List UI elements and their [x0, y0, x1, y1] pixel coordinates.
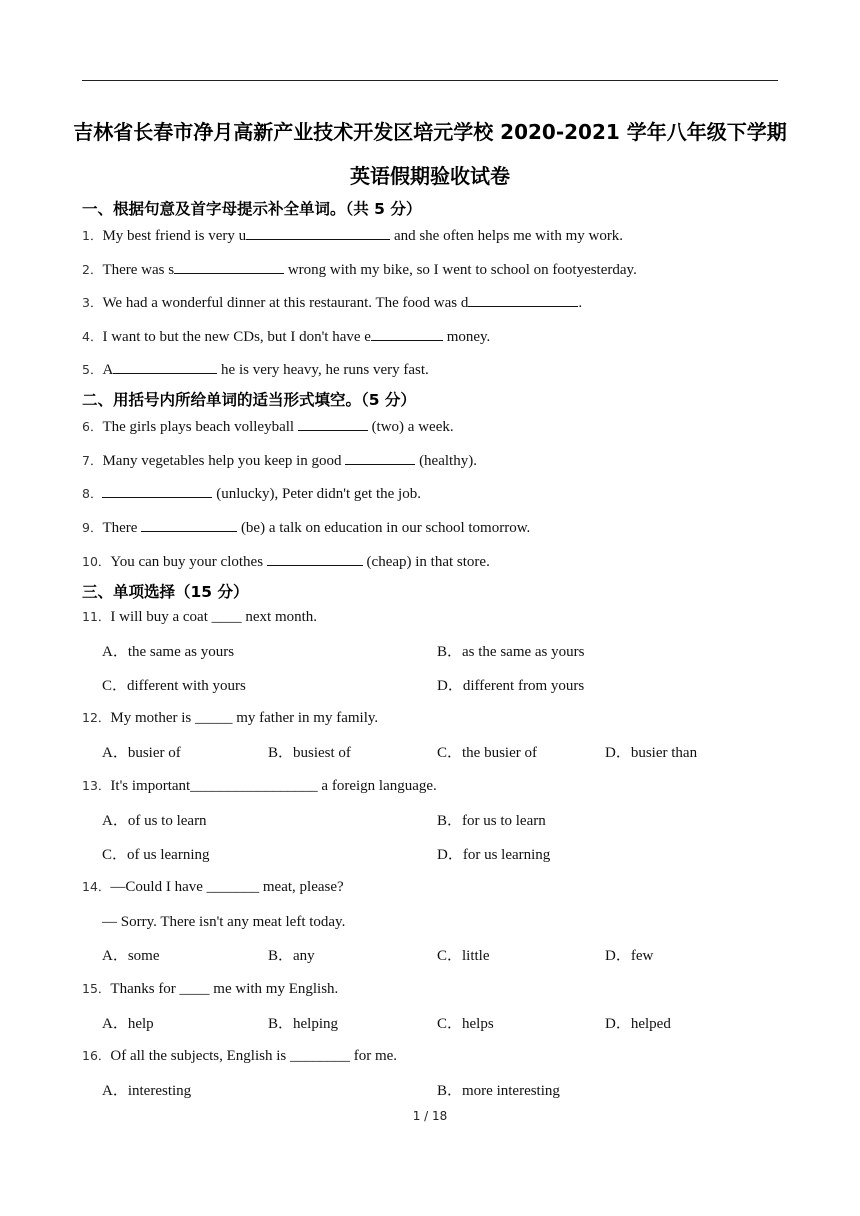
- question-number: 11．: [82, 609, 111, 624]
- section-heading-2: 二、用括号内所给单词的适当形式填空。（5 分）: [82, 391, 416, 409]
- option-a[interactable]: A．help: [102, 1016, 154, 1032]
- question-text: —Could I have _______ meat, please?: [110, 879, 344, 895]
- question-text: It's important_________________ a foreign language.: [110, 778, 437, 794]
- option-d[interactable]: D．helped: [605, 1016, 671, 1032]
- question-text: My mother is _____ my father in my family.: [110, 710, 379, 726]
- question-text: money.: [442, 329, 491, 345]
- answer-blank[interactable]: [141, 517, 237, 532]
- option-d[interactable]: D．few: [605, 948, 654, 964]
- option-b[interactable]: B．busiest of: [268, 745, 351, 761]
- answer-blank[interactable]: [298, 416, 368, 431]
- section-heading-1: 一、根据句意及首字母提示补全单词。（共 5 分）: [82, 200, 422, 218]
- question-number: 9．: [82, 520, 103, 535]
- question-text: wrong with my bike, so I went to school on footyesterday.: [284, 262, 637, 278]
- option-c[interactable]: C．little: [437, 948, 490, 964]
- question-8: [82, 483, 421, 504]
- answer-blank[interactable]: [113, 359, 217, 374]
- question-text: (be) a talk on education in our school tomorrow.: [237, 520, 531, 536]
- option-c[interactable]: C．the busier of: [437, 745, 537, 761]
- question-text: and she often helps me with my work.: [390, 228, 624, 244]
- option-a[interactable]: A．of us to learn: [102, 813, 207, 829]
- page-number: 1 / 18: [412, 1109, 448, 1123]
- question-number: 13．: [82, 778, 111, 793]
- question-2: [82, 259, 637, 280]
- question-text: You can buy your clothes: [110, 554, 267, 570]
- question-10: [82, 551, 490, 572]
- question-text: (cheap) in that store.: [362, 554, 490, 570]
- question-14: [82, 877, 344, 897]
- question-text: Thanks for ____ me with my English.: [110, 981, 339, 997]
- option-a[interactable]: A．interesting: [102, 1083, 192, 1099]
- option-b[interactable]: B．helping: [268, 1016, 338, 1032]
- option-c[interactable]: C．of us learning: [102, 847, 210, 863]
- option-c[interactable]: C．different with yours: [102, 678, 246, 694]
- option-c[interactable]: C．helps: [437, 1016, 494, 1032]
- question-text: (unlucky), Peter didn't get the job.: [212, 486, 421, 502]
- question-number: 2．: [82, 262, 103, 277]
- option-b[interactable]: B．as the same as yours: [437, 644, 585, 660]
- question-text: I want to but the new CDs, but I don't have e: [102, 329, 371, 345]
- question-text: My best friend is very u: [102, 228, 247, 244]
- question-number: 7．: [82, 453, 103, 468]
- option-b[interactable]: B．any: [268, 948, 315, 964]
- question-text: .: [578, 295, 583, 311]
- question-15: [82, 979, 338, 999]
- option-a[interactable]: A．the same as yours: [102, 644, 235, 660]
- section-heading-3: 三、单项选择（15 分）: [82, 583, 249, 601]
- question-12: [82, 708, 378, 728]
- question-text: (two) a week.: [367, 419, 454, 435]
- option-d[interactable]: D．for us learning: [437, 847, 551, 863]
- question-9: [82, 517, 530, 538]
- question-text: he is very heavy, he runs very fast.: [217, 362, 429, 378]
- answer-blank[interactable]: [267, 551, 363, 566]
- question-text: The girls plays beach volleyball: [102, 419, 298, 435]
- question-16: [82, 1046, 397, 1066]
- answer-blank[interactable]: [345, 450, 415, 465]
- question-5: [82, 359, 429, 380]
- question-text: I will buy a coat ____ next month.: [110, 609, 318, 625]
- question-1: [82, 225, 623, 246]
- exam-title-line-2: 英语假期验收试卷: [350, 164, 510, 188]
- option-b[interactable]: B．for us to learn: [437, 813, 546, 829]
- answer-blank[interactable]: [174, 259, 284, 274]
- question-3: [82, 292, 582, 313]
- question-number: 1．: [82, 228, 103, 243]
- question-text: There was s: [102, 262, 175, 278]
- question-number: 15．: [82, 981, 111, 996]
- question-text: There: [102, 520, 142, 536]
- question-number: 6．: [82, 419, 103, 434]
- exam-title-line-1: 吉林省长春市净月高新产业技术开发区培元学校 2020-2021 学年八年级下学期: [73, 120, 787, 144]
- answer-blank[interactable]: [246, 225, 390, 240]
- header-rule: [82, 80, 778, 81]
- option-d[interactable]: D．different from yours: [437, 678, 585, 694]
- option-a[interactable]: A．some: [102, 948, 160, 964]
- question-text: (healthy).: [415, 453, 477, 469]
- question-text: We had a wonderful dinner at this restaurant. The food was d: [102, 295, 469, 311]
- question-number: 5．: [82, 362, 103, 377]
- option-d[interactable]: D．busier than: [605, 745, 698, 761]
- question-text: A: [102, 362, 114, 378]
- question-number: 14．: [82, 879, 111, 894]
- question-number: 16．: [82, 1048, 111, 1063]
- question-number: 3．: [82, 295, 103, 310]
- question-6: [82, 416, 454, 437]
- question-number: 4．: [82, 329, 103, 344]
- question-number: 12．: [82, 710, 111, 725]
- question-11: [82, 607, 317, 627]
- question-13: [82, 776, 437, 796]
- question-4: [82, 326, 490, 347]
- answer-blank[interactable]: [468, 292, 578, 307]
- question-number: 8．: [82, 486, 103, 501]
- question-text: Of all the subjects, English is ________ for me.: [110, 1048, 398, 1064]
- answer-blank[interactable]: [371, 326, 443, 341]
- dialogue-response: — Sorry. There isn't any meat left today.: [102, 914, 346, 930]
- option-b[interactable]: B．more interesting: [437, 1083, 560, 1099]
- question-number: 10．: [82, 554, 111, 569]
- option-a[interactable]: A．busier of: [102, 745, 181, 761]
- question-text: Many vegetables help you keep in good: [102, 453, 346, 469]
- question-7: [82, 450, 477, 471]
- answer-blank[interactable]: [102, 483, 212, 498]
